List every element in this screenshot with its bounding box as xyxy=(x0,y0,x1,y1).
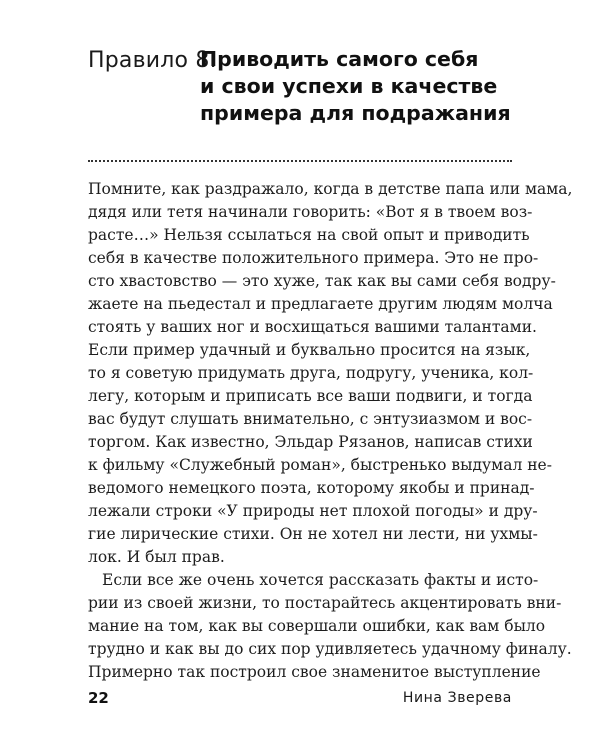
rule-title-line: примера для подражания xyxy=(200,101,511,125)
text-line: гие лирические стихи. Он не хотел ни лести, ни ухмы- xyxy=(88,525,538,543)
text-line: Если все же очень хочется рассказать факты и исто- xyxy=(102,571,539,589)
text-line: мание на том, как вы совершали ошибки, как вам было xyxy=(88,617,546,635)
text-line: себя в качестве положительного примера. Это не про- xyxy=(88,249,539,267)
rule-number-label: Правило 8. xyxy=(88,48,217,73)
text-line: дядя или тетя начинали говорить: «Вот я в твоем воз- xyxy=(88,203,533,221)
text-line: Примерно так построил свое знаменитое выступление xyxy=(88,663,541,681)
running-footer-author: Нина Зверева xyxy=(402,690,512,706)
text-line: ведомого немецкого поэта, которому якобы и принад- xyxy=(88,479,535,497)
rule-title-line: и свои успехи в качестве xyxy=(200,74,498,98)
text-line: лежали строки «У природы нет плохой погоды» и дру- xyxy=(88,502,538,520)
text-line: лок. И был прав. xyxy=(88,548,225,566)
text-line: к фильму «Служебный роман», быстренько выдумал не- xyxy=(88,456,552,474)
text-line: трудно и как вы до сих пор удивляетесь удачному финалу. xyxy=(88,640,572,658)
text-line: то я советую придумать друга, подругу, ученика, кол- xyxy=(88,364,534,382)
rule-title-line: Приводить самого себя xyxy=(200,47,479,71)
rule-title xyxy=(200,46,530,127)
text-line: легу, которым и приписать все ваши подвиги, и тогда xyxy=(88,387,533,405)
text-line: рии из своей жизни, то постарайтесь акцентировать вни- xyxy=(88,594,562,612)
dotted-divider xyxy=(88,160,512,162)
text-line: вас будут слушать внимательно, с энтузиазмом и вос- xyxy=(88,410,533,428)
body-text xyxy=(88,178,573,684)
text-line: Если пример удачный и буквально просится на язык, xyxy=(88,341,531,359)
text-line: расте…» Нельзя ссылаться на свой опыт и приводить xyxy=(88,226,530,244)
text-line: стоять у ваших ног и восхищаться вашими талантами. xyxy=(88,318,537,336)
page-number: 22 xyxy=(88,689,109,707)
text-line: Помните, как раздражало, когда в детстве папа или мама, xyxy=(88,180,573,198)
text-line: жаете на пьедестал и предлагаете другим людям молча xyxy=(88,295,553,313)
text-line: сто хвастовство — это хуже, так как вы сами себя водру- xyxy=(88,272,556,290)
text-line: торгом. Как известно, Эльдар Рязанов, написав стихи xyxy=(88,433,533,451)
